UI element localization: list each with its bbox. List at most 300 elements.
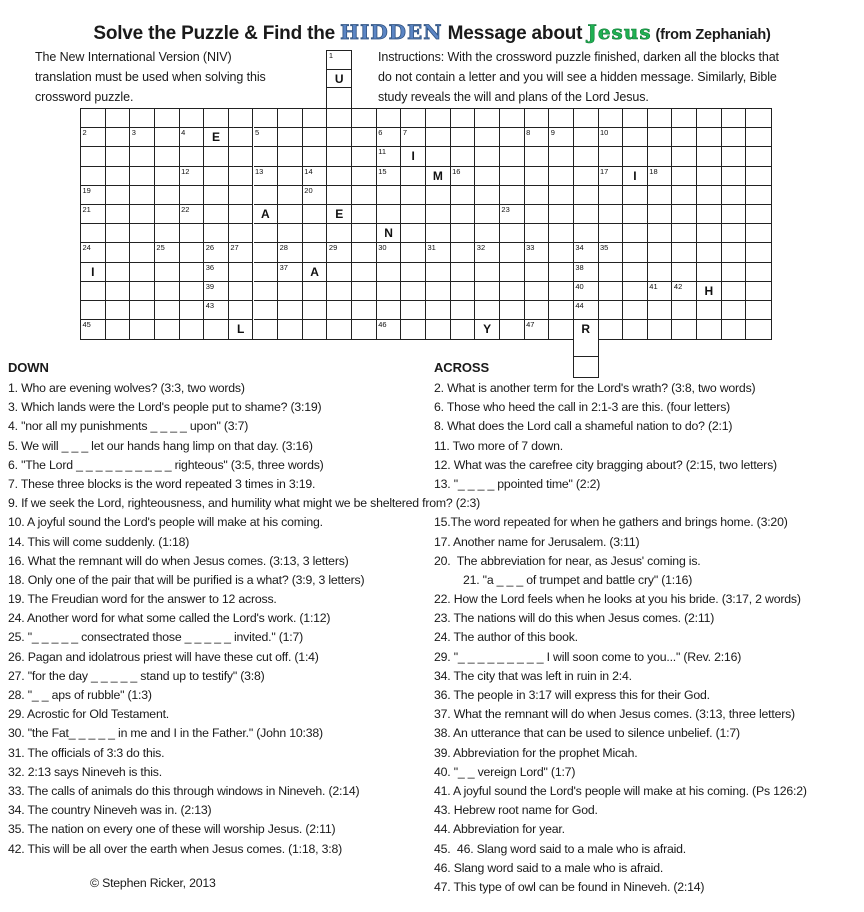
grid-cell[interactable] — [623, 109, 648, 128]
grid-cell[interactable] — [401, 167, 426, 186]
grid-cell[interactable] — [574, 147, 599, 166]
grid-cell[interactable] — [746, 167, 771, 186]
grid-cell[interactable] — [525, 320, 550, 339]
grid-cell[interactable] — [549, 301, 574, 320]
grid-cell[interactable] — [599, 263, 624, 282]
grid-cell[interactable] — [722, 186, 747, 205]
grid-cell[interactable] — [648, 147, 673, 166]
grid-cell[interactable] — [377, 205, 402, 224]
grid-cell[interactable] — [106, 205, 131, 224]
grid-cell[interactable] — [303, 243, 328, 262]
grid-cell[interactable] — [352, 147, 377, 166]
grid-cell[interactable] — [697, 147, 722, 166]
grid-cell[interactable] — [500, 243, 525, 262]
grid-cell[interactable] — [574, 167, 599, 186]
grid-cell[interactable] — [303, 205, 328, 224]
grid-cell[interactable] — [475, 109, 500, 128]
grid-cell[interactable] — [500, 167, 525, 186]
grid-cell[interactable] — [327, 301, 352, 320]
grid-cell[interactable] — [327, 88, 351, 106]
grid-cell[interactable] — [648, 167, 673, 186]
grid-cell[interactable] — [549, 243, 574, 262]
grid-cell[interactable] — [327, 51, 351, 69]
grid-cell[interactable] — [81, 128, 106, 147]
grid-cell[interactable] — [254, 128, 279, 147]
grid-cell[interactable] — [254, 186, 279, 205]
grid-cell[interactable] — [599, 205, 624, 224]
grid-cell[interactable] — [574, 301, 599, 320]
grid-cell[interactable] — [204, 109, 229, 128]
grid-cell[interactable] — [648, 320, 673, 339]
grid-cell[interactable] — [278, 263, 303, 282]
grid-cell[interactable] — [377, 186, 402, 205]
grid-cell[interactable] — [254, 301, 279, 320]
grid-cell[interactable] — [648, 301, 673, 320]
grid-cell[interactable] — [377, 147, 402, 166]
grid-cell[interactable] — [426, 167, 451, 186]
grid-cell[interactable] — [722, 205, 747, 224]
grid-cell[interactable] — [327, 70, 351, 88]
grid-cell[interactable] — [303, 282, 328, 301]
grid-cell[interactable] — [278, 224, 303, 243]
grid-cell[interactable] — [401, 263, 426, 282]
grid-cell[interactable] — [106, 224, 131, 243]
grid-cell[interactable] — [327, 224, 352, 243]
grid-cell[interactable] — [130, 263, 155, 282]
grid-cell[interactable] — [500, 205, 525, 224]
grid-cell[interactable] — [81, 243, 106, 262]
grid-cell[interactable] — [204, 128, 229, 147]
grid-cell[interactable] — [180, 186, 205, 205]
grid-cell[interactable] — [574, 186, 599, 205]
grid-cell[interactable] — [599, 224, 624, 243]
grid-cell[interactable] — [426, 243, 451, 262]
grid-cell[interactable] — [278, 320, 303, 339]
grid-cell[interactable] — [180, 301, 205, 320]
grid-cell[interactable] — [377, 320, 402, 339]
grid-cell[interactable] — [130, 320, 155, 339]
grid-cell[interactable] — [229, 109, 254, 128]
grid-cell[interactable] — [697, 282, 722, 301]
grid-cell[interactable] — [130, 128, 155, 147]
grid-cell[interactable] — [352, 320, 377, 339]
grid-cell[interactable] — [81, 147, 106, 166]
grid-cell[interactable] — [672, 186, 697, 205]
grid-cell[interactable] — [599, 109, 624, 128]
grid-cell[interactable] — [672, 128, 697, 147]
grid-cell[interactable] — [722, 301, 747, 320]
grid-cell[interactable] — [525, 205, 550, 224]
grid-cell[interactable] — [377, 224, 402, 243]
grid-cell[interactable] — [106, 186, 131, 205]
grid-cell[interactable] — [746, 186, 771, 205]
grid-cell[interactable] — [352, 167, 377, 186]
grid-cell[interactable] — [180, 320, 205, 339]
grid-cell[interactable] — [697, 128, 722, 147]
grid-cell[interactable] — [475, 282, 500, 301]
grid-cell[interactable] — [278, 186, 303, 205]
grid-cell[interactable] — [327, 320, 352, 339]
grid-cell[interactable] — [303, 147, 328, 166]
grid-cell[interactable] — [377, 263, 402, 282]
grid-cell[interactable] — [549, 167, 574, 186]
grid-cell[interactable] — [500, 147, 525, 166]
grid-cell[interactable] — [229, 147, 254, 166]
grid-cell[interactable] — [672, 205, 697, 224]
grid-cell[interactable] — [672, 282, 697, 301]
grid-cell[interactable] — [623, 147, 648, 166]
grid-cell[interactable] — [204, 224, 229, 243]
grid-cell[interactable] — [475, 128, 500, 147]
grid-cell[interactable] — [525, 301, 550, 320]
grid-cell[interactable] — [574, 109, 599, 128]
grid-cell[interactable] — [574, 128, 599, 147]
grid-cell[interactable] — [500, 263, 525, 282]
grid-cell[interactable] — [303, 167, 328, 186]
grid-cell[interactable] — [180, 167, 205, 186]
grid-cell[interactable] — [130, 205, 155, 224]
grid-cell[interactable] — [130, 282, 155, 301]
grid-cell[interactable] — [451, 282, 476, 301]
grid-cell[interactable] — [451, 320, 476, 339]
grid-cell[interactable] — [549, 147, 574, 166]
grid-cell[interactable] — [426, 109, 451, 128]
grid-cell[interactable] — [327, 186, 352, 205]
grid-cell[interactable] — [327, 263, 352, 282]
grid-cell[interactable] — [155, 224, 180, 243]
grid-cell[interactable] — [672, 320, 697, 339]
grid-cell[interactable] — [401, 243, 426, 262]
grid-cell[interactable] — [722, 109, 747, 128]
grid-cell[interactable] — [451, 147, 476, 166]
grid-cell[interactable] — [697, 167, 722, 186]
grid-cell[interactable] — [254, 205, 279, 224]
grid-cell[interactable] — [106, 243, 131, 262]
grid-cell[interactable] — [180, 109, 205, 128]
grid-cell[interactable] — [549, 205, 574, 224]
grid-cell[interactable] — [303, 128, 328, 147]
grid-cell[interactable] — [155, 282, 180, 301]
grid-cell[interactable] — [401, 186, 426, 205]
grid-cell[interactable] — [549, 109, 574, 128]
grid-cell[interactable] — [327, 109, 352, 128]
grid-cell[interactable] — [106, 167, 131, 186]
grid-cell[interactable] — [352, 263, 377, 282]
grid-cell[interactable] — [401, 320, 426, 339]
grid-cell[interactable] — [451, 205, 476, 224]
grid-cell[interactable] — [254, 243, 279, 262]
grid-cell[interactable] — [623, 224, 648, 243]
grid-cell[interactable] — [377, 243, 402, 262]
grid-cell[interactable] — [377, 109, 402, 128]
grid-cell[interactable] — [722, 282, 747, 301]
grid-cell[interactable] — [254, 109, 279, 128]
grid-cell[interactable] — [229, 243, 254, 262]
grid-cell[interactable] — [722, 128, 747, 147]
grid-cell[interactable] — [180, 263, 205, 282]
grid-cell[interactable] — [475, 301, 500, 320]
grid-cell[interactable] — [525, 282, 550, 301]
grid-cell[interactable] — [327, 128, 352, 147]
grid-cell[interactable] — [155, 147, 180, 166]
grid-cell[interactable] — [352, 224, 377, 243]
grid-cell[interactable] — [352, 186, 377, 205]
grid-cell[interactable] — [155, 320, 180, 339]
grid-cell[interactable] — [352, 109, 377, 128]
grid-cell[interactable] — [451, 243, 476, 262]
grid-cell[interactable] — [229, 224, 254, 243]
grid-cell[interactable] — [204, 320, 229, 339]
grid-cell[interactable] — [303, 224, 328, 243]
grid-cell[interactable] — [574, 205, 599, 224]
grid-cell[interactable] — [303, 320, 328, 339]
grid-cell[interactable] — [697, 263, 722, 282]
grid-cell[interactable] — [327, 147, 352, 166]
grid-cell[interactable] — [500, 109, 525, 128]
grid-cell[interactable] — [204, 263, 229, 282]
grid-cell[interactable] — [599, 301, 624, 320]
grid-cell[interactable] — [106, 263, 131, 282]
grid-cell[interactable] — [525, 147, 550, 166]
grid-cell[interactable] — [352, 282, 377, 301]
grid-cell[interactable] — [722, 147, 747, 166]
grid-cell[interactable] — [81, 109, 106, 128]
grid-cell[interactable] — [746, 128, 771, 147]
grid-cell[interactable] — [697, 205, 722, 224]
grid-cell[interactable] — [229, 167, 254, 186]
grid-cell[interactable] — [475, 263, 500, 282]
grid-cell[interactable] — [525, 109, 550, 128]
grid-cell[interactable] — [130, 109, 155, 128]
grid-cell[interactable] — [697, 243, 722, 262]
grid-cell[interactable] — [648, 243, 673, 262]
grid-cell[interactable] — [352, 243, 377, 262]
grid-cell[interactable] — [574, 224, 599, 243]
grid-cell[interactable] — [574, 320, 599, 339]
grid-cell[interactable] — [623, 167, 648, 186]
grid-cell[interactable] — [648, 224, 673, 243]
grid-cell[interactable] — [278, 282, 303, 301]
grid-cell[interactable] — [155, 301, 180, 320]
grid-cell[interactable] — [648, 282, 673, 301]
grid-cell[interactable] — [180, 282, 205, 301]
grid-cell[interactable] — [180, 243, 205, 262]
grid-cell[interactable] — [746, 301, 771, 320]
grid-cell[interactable] — [475, 147, 500, 166]
grid-cell[interactable] — [599, 147, 624, 166]
grid-cell[interactable] — [672, 263, 697, 282]
grid-cell[interactable] — [475, 167, 500, 186]
grid-cell[interactable] — [204, 205, 229, 224]
grid-cell[interactable] — [475, 205, 500, 224]
grid-cell[interactable] — [377, 282, 402, 301]
grid-cell[interactable] — [500, 282, 525, 301]
grid-cell[interactable] — [426, 263, 451, 282]
grid-cell[interactable] — [549, 224, 574, 243]
grid-cell[interactable] — [377, 167, 402, 186]
grid-cell[interactable] — [623, 263, 648, 282]
grid-cell[interactable] — [278, 109, 303, 128]
grid-cell[interactable] — [599, 128, 624, 147]
grid-cell[interactable] — [426, 147, 451, 166]
grid-cell[interactable] — [401, 109, 426, 128]
grid-cell[interactable] — [722, 320, 747, 339]
grid-cell[interactable] — [746, 263, 771, 282]
grid-cell[interactable] — [278, 301, 303, 320]
grid-cell[interactable] — [106, 109, 131, 128]
grid-cell[interactable] — [599, 243, 624, 262]
grid-cell[interactable] — [549, 320, 574, 339]
grid-cell[interactable] — [623, 205, 648, 224]
grid-cell[interactable] — [549, 186, 574, 205]
grid-cell[interactable] — [549, 263, 574, 282]
grid-cell[interactable] — [204, 301, 229, 320]
grid-cell[interactable] — [180, 128, 205, 147]
grid-cell[interactable] — [500, 301, 525, 320]
grid-cell[interactable] — [81, 320, 106, 339]
grid-cell[interactable] — [229, 205, 254, 224]
grid-cell[interactable] — [697, 320, 722, 339]
grid-cell[interactable] — [426, 205, 451, 224]
grid-cell[interactable] — [722, 167, 747, 186]
grid-cell[interactable] — [500, 320, 525, 339]
grid-cell[interactable] — [377, 301, 402, 320]
grid-cell[interactable] — [327, 205, 352, 224]
grid-cell[interactable] — [254, 224, 279, 243]
grid-cell[interactable] — [475, 320, 500, 339]
grid-cell[interactable] — [426, 224, 451, 243]
grid-cell[interactable] — [130, 243, 155, 262]
grid-cell[interactable] — [352, 128, 377, 147]
grid-cell[interactable] — [623, 128, 648, 147]
grid-cell[interactable] — [130, 224, 155, 243]
grid-cell[interactable] — [155, 186, 180, 205]
grid-cell[interactable] — [697, 301, 722, 320]
grid-cell[interactable] — [81, 224, 106, 243]
grid-cell[interactable] — [180, 147, 205, 166]
grid-cell[interactable] — [229, 320, 254, 339]
grid-cell[interactable] — [303, 186, 328, 205]
grid-cell[interactable] — [451, 167, 476, 186]
grid-cell[interactable] — [377, 128, 402, 147]
grid-cell[interactable] — [574, 263, 599, 282]
grid-cell[interactable] — [130, 167, 155, 186]
grid-cell[interactable] — [229, 186, 254, 205]
grid-cell[interactable] — [746, 282, 771, 301]
grid-cell[interactable] — [278, 147, 303, 166]
grid-cell[interactable] — [81, 301, 106, 320]
grid-cell[interactable] — [81, 282, 106, 301]
grid-cell[interactable] — [106, 128, 131, 147]
grid-cell[interactable] — [672, 301, 697, 320]
grid-cell[interactable] — [574, 338, 598, 356]
grid-cell[interactable] — [426, 301, 451, 320]
grid-cell[interactable] — [426, 128, 451, 147]
grid-cell[interactable] — [204, 243, 229, 262]
grid-cell[interactable] — [106, 320, 131, 339]
grid-cell[interactable] — [525, 186, 550, 205]
grid-cell[interactable] — [599, 167, 624, 186]
grid-cell[interactable] — [451, 186, 476, 205]
grid-cell[interactable] — [180, 205, 205, 224]
grid-cell[interactable] — [697, 109, 722, 128]
grid-cell[interactable] — [623, 301, 648, 320]
grid-cell[interactable] — [746, 205, 771, 224]
grid-cell[interactable] — [278, 167, 303, 186]
grid-cell[interactable] — [574, 282, 599, 301]
grid-cell[interactable] — [254, 167, 279, 186]
grid-cell[interactable] — [451, 263, 476, 282]
grid-cell[interactable] — [254, 282, 279, 301]
grid-cell[interactable] — [525, 263, 550, 282]
grid-cell[interactable] — [426, 186, 451, 205]
grid-cell[interactable] — [475, 186, 500, 205]
grid-cell[interactable] — [672, 147, 697, 166]
grid-cell[interactable] — [549, 282, 574, 301]
grid-cell[interactable] — [623, 243, 648, 262]
grid-cell[interactable] — [697, 186, 722, 205]
grid-cell[interactable] — [722, 263, 747, 282]
grid-cell[interactable] — [401, 147, 426, 166]
grid-cell[interactable] — [155, 109, 180, 128]
grid-cell[interactable] — [451, 109, 476, 128]
grid-cell[interactable] — [278, 243, 303, 262]
grid-cell[interactable] — [672, 109, 697, 128]
grid-cell[interactable] — [648, 263, 673, 282]
grid-cell[interactable] — [327, 243, 352, 262]
grid-cell[interactable] — [278, 205, 303, 224]
grid-cell[interactable] — [81, 205, 106, 224]
grid-cell[interactable] — [254, 147, 279, 166]
grid-cell[interactable] — [204, 147, 229, 166]
grid-cell[interactable] — [525, 128, 550, 147]
grid-cell[interactable] — [81, 167, 106, 186]
grid-cell[interactable] — [204, 282, 229, 301]
grid-cell[interactable] — [401, 205, 426, 224]
grid-cell[interactable] — [155, 263, 180, 282]
grid-cell[interactable] — [155, 243, 180, 262]
grid-cell[interactable] — [451, 224, 476, 243]
grid-cell[interactable] — [648, 109, 673, 128]
grid-cell[interactable] — [106, 147, 131, 166]
grid-cell[interactable] — [574, 243, 599, 262]
grid-cell[interactable] — [401, 128, 426, 147]
grid-cell[interactable] — [229, 128, 254, 147]
grid-cell[interactable] — [746, 320, 771, 339]
grid-cell[interactable] — [623, 282, 648, 301]
grid-cell[interactable] — [746, 147, 771, 166]
grid-cell[interactable] — [401, 282, 426, 301]
grid-cell[interactable] — [204, 167, 229, 186]
grid-cell[interactable] — [303, 109, 328, 128]
grid-cell[interactable] — [722, 243, 747, 262]
grid-cell[interactable] — [426, 282, 451, 301]
grid-cell[interactable] — [746, 224, 771, 243]
grid-cell[interactable] — [500, 128, 525, 147]
grid-cell[interactable] — [327, 167, 352, 186]
grid-cell[interactable] — [746, 243, 771, 262]
grid-cell[interactable] — [648, 205, 673, 224]
grid-cell[interactable] — [500, 186, 525, 205]
grid-cell[interactable] — [180, 224, 205, 243]
grid-cell[interactable] — [401, 301, 426, 320]
grid-cell[interactable] — [475, 243, 500, 262]
grid-cell[interactable] — [426, 320, 451, 339]
grid-cell[interactable] — [599, 282, 624, 301]
grid-cell[interactable] — [623, 186, 648, 205]
grid-cell[interactable] — [155, 205, 180, 224]
grid-cell[interactable] — [672, 167, 697, 186]
